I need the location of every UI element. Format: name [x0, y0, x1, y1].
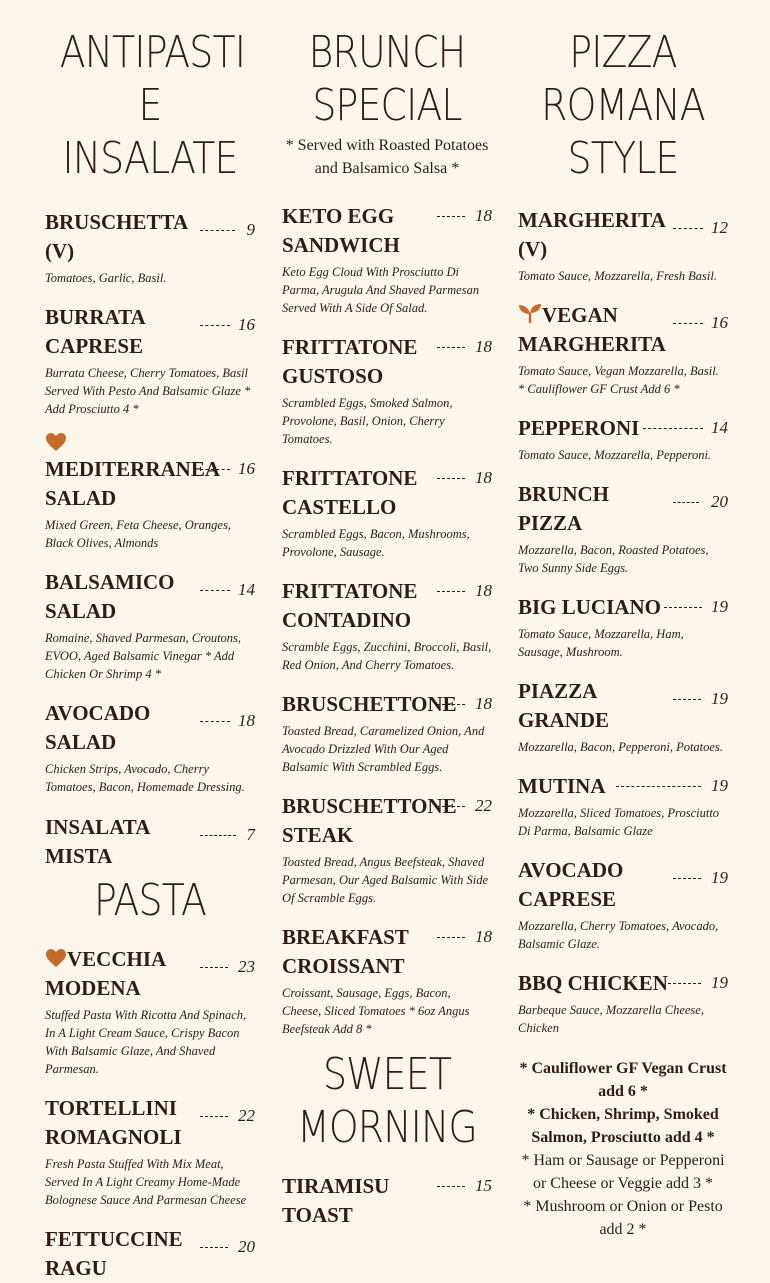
item-description: Toasted Bread, Caramelized Onion, And Avocado Drizzled With Our Aged Balsamic With Scrambled Eggs. — [282, 724, 485, 774]
heart-icon — [45, 432, 67, 452]
price-leader — [437, 478, 465, 479]
item-name: PIAZZA GRANDE — [518, 679, 610, 732]
item-price: 18 — [475, 927, 492, 946]
price-leader — [673, 699, 701, 700]
menu-item-pepperoni — [518, 414, 728, 464]
menu-item-bruschetta — [45, 208, 255, 287]
item-price: 14 — [238, 580, 255, 599]
menu-item-keto — [282, 202, 492, 317]
item-description: Fresh Pasta Stuffed With Mix Meat, Served In A Light Creamy Home-Made Bolognese Sauce And Parmesan Cheese — [45, 1157, 247, 1207]
item-price: 16 — [711, 313, 728, 332]
item-description: Tomato Sauce, Mozzarella, Fresh Basil. — [518, 269, 717, 283]
addon-note: * Cauliflower GF Vegan Crust add 6 * — [519, 1060, 727, 1100]
column-antipasti — [45, 0, 255, 1283]
item-description: Keto Egg Cloud With Prosciutto Di Parma, Arugula And Shaved Parmesan Served With A Side Of Salad. — [282, 265, 480, 315]
menu-item-breakfast-croissant — [282, 923, 492, 1038]
price-leader — [437, 347, 465, 348]
menu-item-frittatone-contadino — [282, 577, 492, 674]
section-title-pasta: PASTA — [93, 875, 207, 926]
menu-item-avocado-salad — [45, 699, 255, 796]
menu-item-mediterranea — [45, 432, 255, 552]
menu-item-balsamico — [45, 568, 255, 683]
item-price: 19 — [711, 868, 728, 887]
item-price: 16 — [238, 315, 255, 334]
item-name: FRITTATONE CONTADINO — [282, 579, 418, 632]
menu-item-piazza-grande — [518, 677, 728, 756]
item-description: Barbeque Sauce, Mozzarella Cheese, Chicken — [518, 1003, 704, 1035]
item-name: FRITTATONE GUSTOSO — [282, 335, 418, 388]
item-description: Toasted Bread, Angus Beefsteak, Shaved Parmesan, Our Aged Balsamic With Side Of Scramble Eggs. — [282, 855, 488, 905]
item-name: MUTINA — [518, 774, 606, 798]
item-description: Mozzarella, Bacon, Roasted Potatoes, Two Sunny Side Eggs. — [518, 543, 709, 575]
item-price: 20 — [711, 492, 728, 511]
item-price: 14 — [711, 418, 728, 437]
item-description: Romaine, Shaved Parmesan, Croutons, EVOO, Aged Balsamic Vinegar * Add Chicken Or Shrimp 4 * — [45, 631, 242, 681]
item-price: 18 — [238, 711, 255, 730]
item-price: 18 — [475, 468, 492, 487]
price-leader — [437, 216, 465, 217]
item-price: 19 — [711, 597, 728, 616]
item-price: 12 — [711, 218, 728, 237]
item-description: Scrambled Eggs, Bacon, Mushrooms, Provolone, Sausage. — [282, 527, 470, 559]
item-name: BALSAMICO SALAD — [45, 570, 175, 623]
item-name: AVOCADO CAPRESE — [518, 858, 624, 911]
item-description: Mixed Green, Feta Cheese, Oranges, Black Olives, Almonds — [45, 518, 231, 550]
item-name: VEGAN MARGHERITA — [518, 303, 666, 356]
price-leader — [200, 1247, 228, 1248]
item-name: TIRAMISU TOAST — [282, 1174, 390, 1227]
section-title-brunch: BRUNCH SPECIAL — [308, 27, 466, 131]
item-description: Mozzarella, Sliced Tomatoes, Prosciutto Di Parma, Balsamic Glaze — [518, 806, 720, 838]
item-name: TORTELLINI ROMAGNOLI — [45, 1096, 182, 1149]
menu-item-fettuccine — [45, 1225, 255, 1283]
menu-item-insalata — [45, 813, 255, 871]
item-name: VECCHIA MODENA — [45, 947, 166, 1000]
item-name: BRUSCHETTA (V) — [45, 210, 187, 263]
item-price: 18 — [475, 694, 492, 713]
price-leader — [643, 428, 703, 429]
item-description: Tomatoes, Garlic, Basil. — [45, 271, 167, 285]
item-price: 15 — [475, 1176, 492, 1195]
menu-item-frittatone-castello — [282, 464, 492, 561]
menu-item-vecchia-modena — [45, 945, 255, 1078]
brunch-note: * Served with Roasted Potatoes and Balsamico Salsa * — [285, 137, 489, 177]
leaf-icon — [518, 302, 542, 324]
section-title-sweet-morning: SWEET MORNING — [297, 1049, 477, 1153]
item-price: 19 — [711, 973, 728, 992]
item-price: 22 — [238, 1106, 255, 1125]
pizza-addons-notes — [518, 1057, 728, 1241]
item-price: 9 — [246, 220, 255, 239]
price-leader — [668, 983, 701, 984]
price-leader — [200, 230, 235, 231]
item-name: FRITTATONE CASTELLO — [282, 466, 418, 519]
price-leader — [200, 1116, 228, 1117]
item-description: Chicken Strips, Avocado, Cherry Tomatoes, Bacon, Homemade Dressing. — [45, 762, 245, 794]
price-leader — [673, 323, 703, 324]
price-leader — [437, 591, 465, 592]
item-price: 22 — [475, 796, 492, 815]
menu-item-tortellini — [45, 1094, 255, 1209]
item-description: Croissant, Sausage, Eggs, Bacon, Cheese, Sliced Tomatoes * 6oz Angus Beefsteak Add 8 * — [282, 986, 470, 1036]
item-description: Mozzarella, Cherry Tomatoes, Avocado, Balsamic Glaze. — [518, 919, 719, 951]
item-price: 16 — [238, 459, 255, 478]
item-name: PEPPERONI — [518, 416, 640, 440]
price-leader — [437, 937, 465, 938]
price-leader — [200, 590, 230, 591]
menu-item-frittatone-gustoso — [282, 333, 492, 448]
price-leader — [673, 228, 703, 229]
item-name: MARGHERITA (V) — [518, 208, 665, 261]
column-pizza — [518, 0, 728, 1241]
menu-item-bruschettone — [282, 690, 492, 776]
price-leader — [200, 325, 230, 326]
item-name: MEDITERRANEA SALAD — [45, 457, 219, 510]
item-name: KETO EGG SANDWICH — [282, 204, 400, 257]
price-leader — [616, 786, 701, 787]
column-brunch — [282, 0, 492, 1230]
section-title-pizza: PIZZA ROMANA STYLE — [541, 27, 705, 184]
item-price: 18 — [475, 206, 492, 225]
menu-item-tiramisu-toast — [282, 1172, 492, 1230]
menu-item-avocado-caprese — [518, 856, 728, 953]
item-price: 18 — [475, 581, 492, 600]
item-name: BRUNCH PIZZA — [518, 482, 610, 535]
item-description: Mozzarella, Bacon, Pepperoni, Potatoes. — [518, 740, 723, 754]
item-price: 18 — [475, 337, 492, 356]
price-leader — [200, 721, 230, 722]
item-description: Burrata Cheese, Cherry Tomatoes, Basil Served With Pesto And Balsamic Glaze * Add Prosciutto 4 * — [45, 366, 251, 416]
item-description: Tomato Sauce, Mozzarella, Pepperoni. — [518, 448, 712, 462]
menu-item-burrata — [45, 303, 255, 418]
addon-note: * Chicken, Shrimp, Smoked Salmon, Prosciutto add 4 * — [527, 1106, 719, 1146]
item-description: Tomato Sauce, Vegan Mozzarella, Basil. * Cauliflower GF Crust Add 6 * — [518, 364, 719, 396]
menu-item-mutina — [518, 772, 728, 840]
menu-item-margherita — [518, 206, 728, 285]
item-name: BIG LUCIANO — [518, 595, 661, 619]
item-name: FETTUCCINE RAGU — [45, 1227, 183, 1280]
item-name: AVOCADO SALAD — [45, 701, 151, 754]
price-leader — [437, 806, 465, 807]
price-leader — [673, 502, 699, 503]
price-leader — [664, 607, 702, 608]
heart-icon — [45, 948, 67, 968]
section-title-antipasti: ANTIPASTI E INSALATE — [59, 27, 246, 184]
menu-item-bbq-chicken — [518, 969, 728, 1037]
menu-item-bruschettone-steak — [282, 792, 492, 907]
price-leader — [200, 469, 230, 470]
item-description: Tomato Sauce, Mozzarella, Ham, Sausage, Mushroom. — [518, 627, 684, 659]
item-price: 7 — [246, 825, 255, 844]
price-leader — [437, 1186, 465, 1187]
item-name: BURRATA CAPRESE — [45, 305, 145, 358]
item-price: 19 — [711, 776, 728, 795]
item-description: Scramble Eggs, Zucchini, Broccoli, Basil, Red Onion, And Cherry Tomatoes. — [282, 640, 492, 672]
addon-note: * Ham or Sausage or Pepperoni or Cheese or Veggie add 3 * — [521, 1152, 725, 1192]
item-description: Stuffed Pasta With Ricotta And Spinach, In A Light Cream Sauce, Crispy Bacon With Balsamic Glaze, And Shaved Parmesan. — [45, 1008, 247, 1076]
price-leader — [200, 967, 228, 968]
price-leader — [200, 835, 236, 836]
menu-item-big-luciano — [518, 593, 728, 661]
item-price: 19 — [711, 689, 728, 708]
item-description: Scrambled Eggs, Smoked Salmon, Provolone, Basil, Onion, Cherry Tomatoes. — [282, 396, 453, 446]
item-name: BREAKFAST CROISSANT — [282, 925, 409, 978]
addon-note: * Mushroom or Onion or Pesto add 2 * — [523, 1198, 723, 1238]
item-name: BBQ CHICKEN — [518, 971, 668, 995]
item-name: BRUSCHETTONE — [282, 692, 457, 716]
price-leader — [673, 878, 701, 879]
item-name: INSALATA MISTA — [45, 815, 150, 868]
item-name: BRUSCHETTONE STEAK — [282, 794, 457, 847]
item-price: 23 — [238, 957, 255, 976]
menu-item-brunch-pizza — [518, 480, 728, 577]
item-price: 20 — [238, 1237, 255, 1256]
price-leader — [437, 704, 465, 705]
menu-item-vegan-margherita — [518, 301, 728, 398]
